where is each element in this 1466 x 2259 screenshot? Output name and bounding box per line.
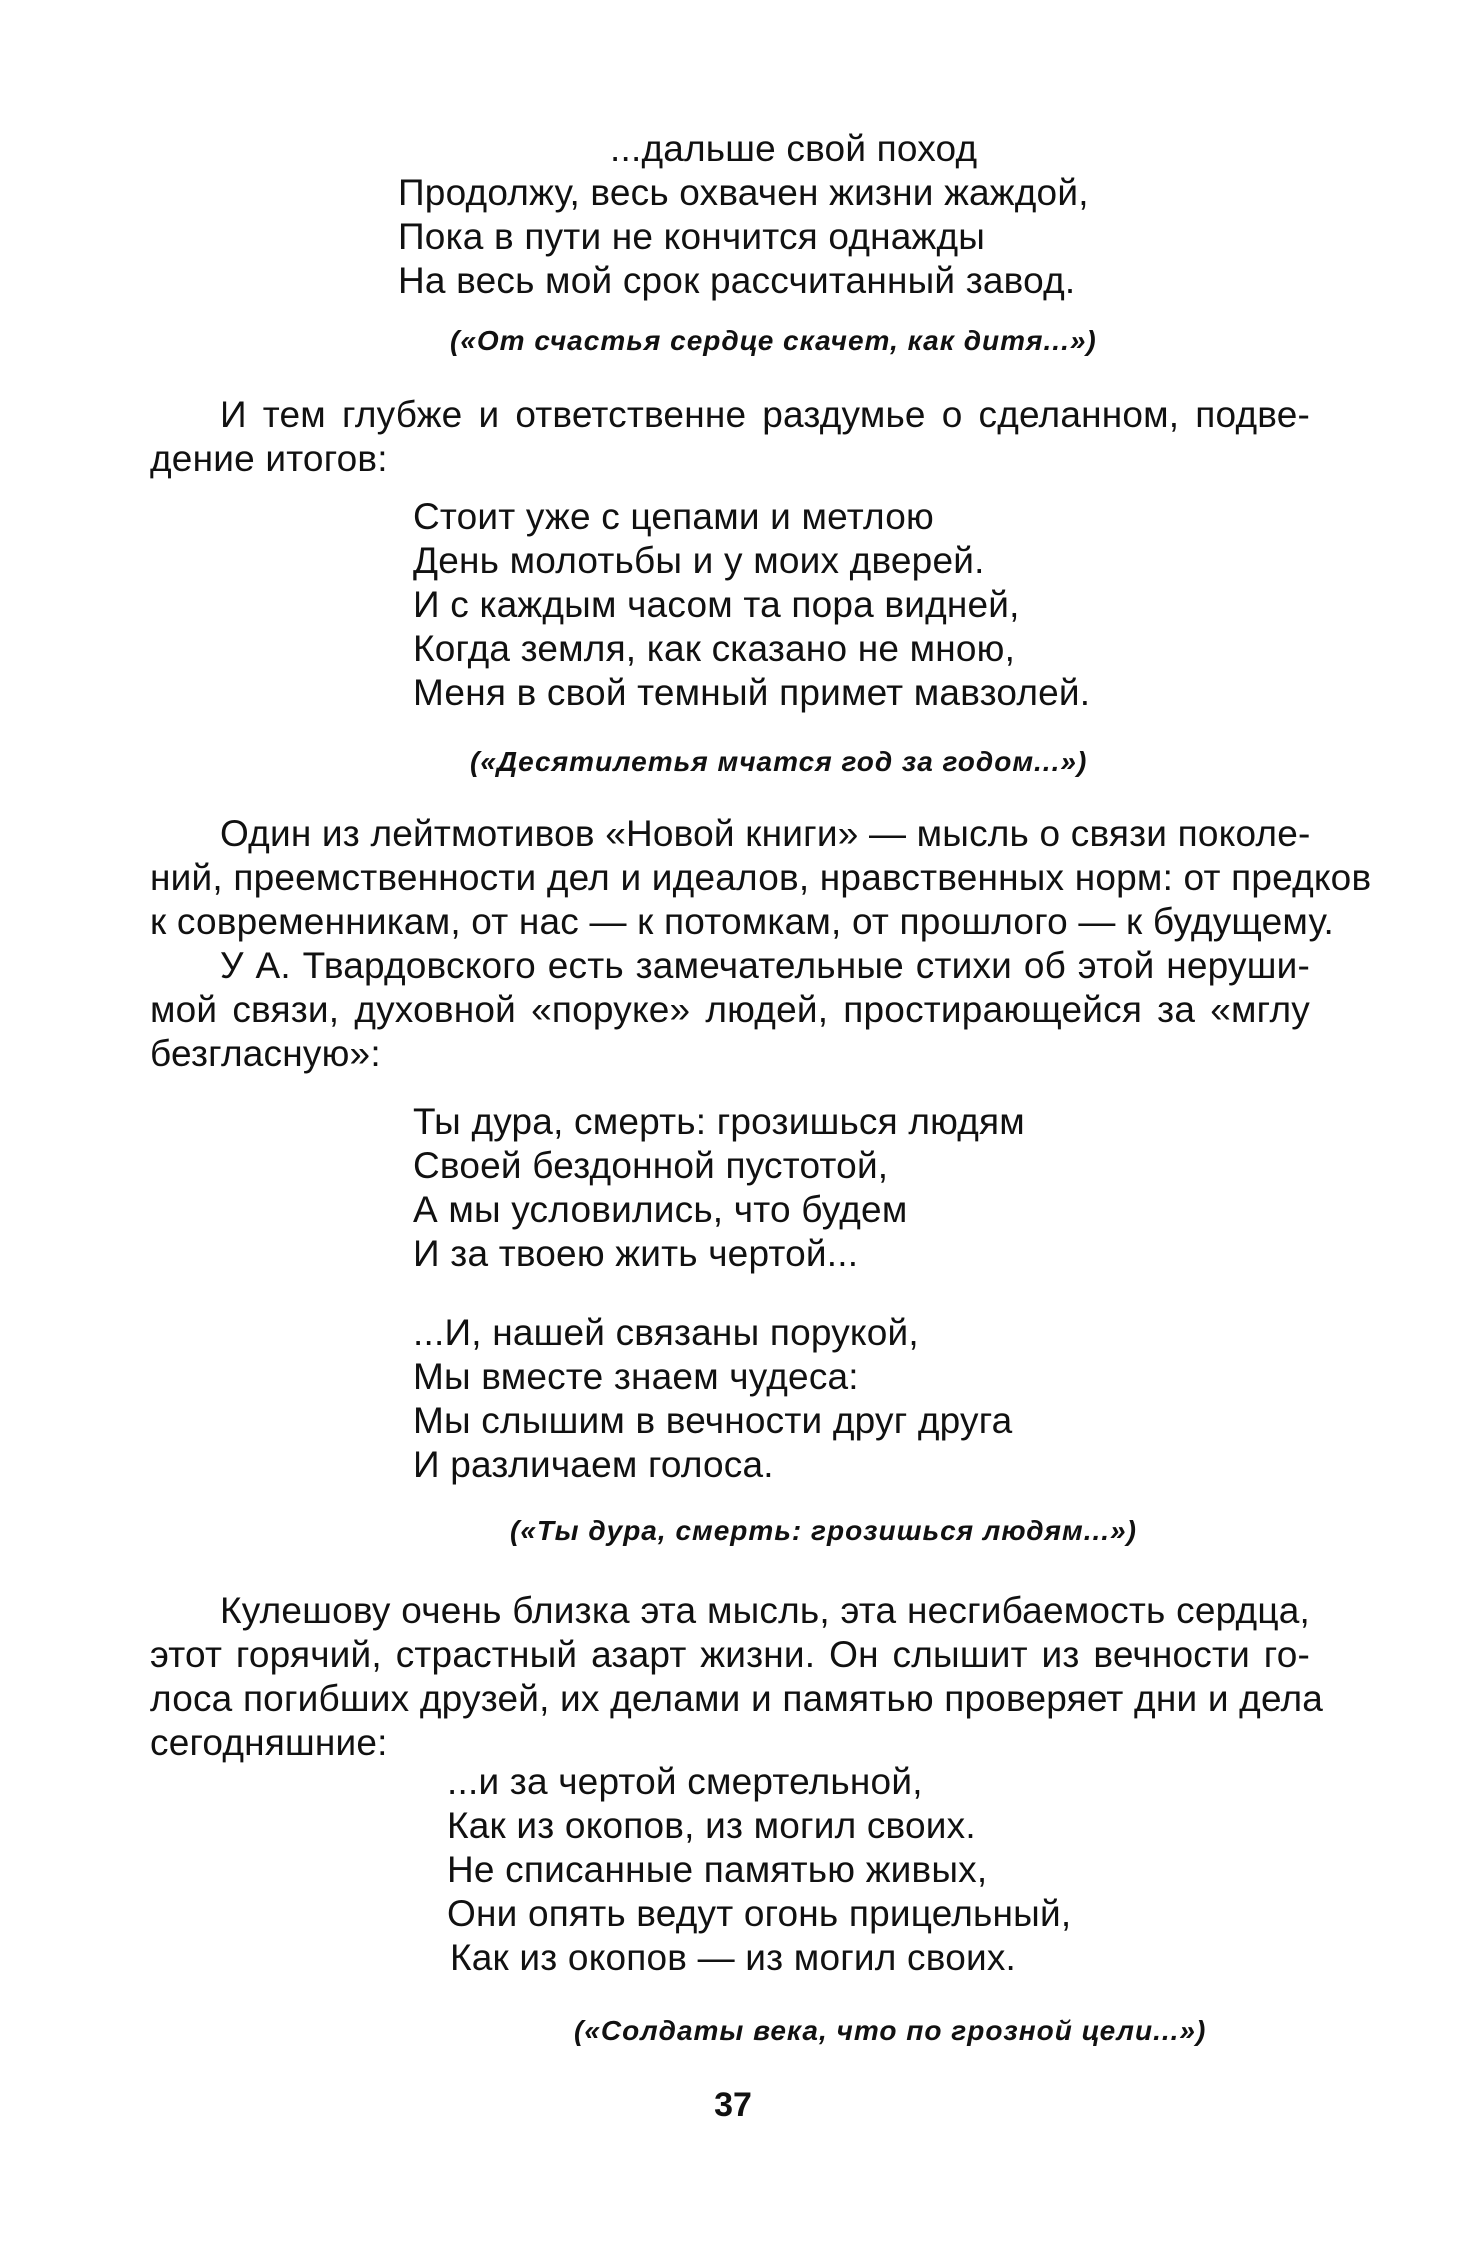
citation: («Десятилетья мчатся год за годом...»)	[470, 746, 1088, 777]
paragraph	[150, 1589, 1324, 1765]
stanza2-line: Меня в свой темный примет мавзолей.	[413, 672, 1091, 713]
stanza5-line: Они опять ведут огонь прицельный,	[447, 1893, 1072, 1934]
stanza2-line: И с каждым часом та пора видней,	[413, 584, 1020, 625]
stanza1-line: ...дальше свой поход	[610, 128, 978, 169]
paragraph	[150, 393, 1310, 481]
citation: («Солдаты века, что по грозной цели...»)	[574, 2015, 1207, 2046]
stanza3-line: И за твоею жить чертой...	[413, 1233, 859, 1274]
paragraph-line: мой связи, духовной «поруке» людей, простирающейся за «мглу	[150, 989, 1310, 1030]
stanza2-line: Стоит уже с цепами и метлою	[413, 496, 934, 537]
stanza3-line: Ты дура, смерть: грозишься людям	[413, 1101, 1025, 1142]
paragraph-line: И тем глубже и ответственне раздумье о сделанном, подве-	[220, 394, 1310, 435]
paragraph-line: к современникам, от нас — к потомкам, от прошлого — к будущему.	[150, 901, 1334, 942]
stanza1-line: На весь мой срок рассчитанный завод.	[398, 260, 1076, 301]
citation: («От счастья сердце скачет, как дитя...»)	[450, 325, 1097, 356]
stanza4-line: Мы вместе знаем чудеса:	[413, 1356, 859, 1397]
paragraph-line: ний, преемственности дел и идеалов, нравственных норм: от предков	[150, 857, 1372, 898]
paragraph-line: безгласную»:	[150, 1033, 381, 1074]
paragraph-line: Один из лейтмотивов «Новой книги» — мысль о связи поколе-	[220, 813, 1311, 854]
stanza3-line: А мы условились, что будем	[413, 1189, 908, 1230]
stanza2-line: День молотьбы и у моих дверей.	[413, 540, 985, 581]
paragraph-line: этот горячий, страстный азарт жизни. Он слышит из вечности го-	[150, 1634, 1310, 1675]
paragraph	[150, 944, 1310, 1076]
paragraph-line: лоса погибших друзей, их делами и памятью проверяет дни и дела	[150, 1678, 1324, 1719]
stanza4-line: И различаем голоса.	[413, 1444, 774, 1485]
stanza1-line: Продолжу, весь охвачен жизни жаждой,	[398, 172, 1089, 213]
stanza4-line: Мы слышим в вечности друг друга	[413, 1400, 1013, 1441]
stanza3-line: Своей бездонной пустотой,	[413, 1145, 889, 1186]
citation: («Ты дура, смерть: грозишься людям...»)	[510, 1515, 1137, 1546]
stanza5-line: Как из окопов, из могил своих.	[447, 1805, 976, 1846]
paragraph-line: сегодняшние:	[150, 1722, 388, 1763]
stanza1-line: Пока в пути не кончится однажды	[398, 216, 986, 257]
stanza5-line: Как из окопов — из могил своих.	[450, 1937, 1017, 1978]
paragraph-line: Кулешову очень близка эта мысль, эта несгибаемость сердца,	[220, 1590, 1310, 1631]
stanza5-line: Не списанные памятью живых,	[447, 1849, 988, 1890]
stanza2-line: Когда земля, как сказано не мною,	[413, 628, 1016, 669]
paragraph-line: дение итогов:	[150, 438, 388, 479]
stanza4-line: ...И, нашей связаны порукой,	[413, 1312, 919, 1353]
paragraph-line: У А. Твардовского есть замечательные стихи об этой неруши-	[220, 945, 1310, 986]
stanza5-line: ...и за чертой смертельной,	[447, 1761, 923, 1802]
paragraph	[150, 812, 1372, 944]
page-number: 37	[714, 2086, 752, 2124]
